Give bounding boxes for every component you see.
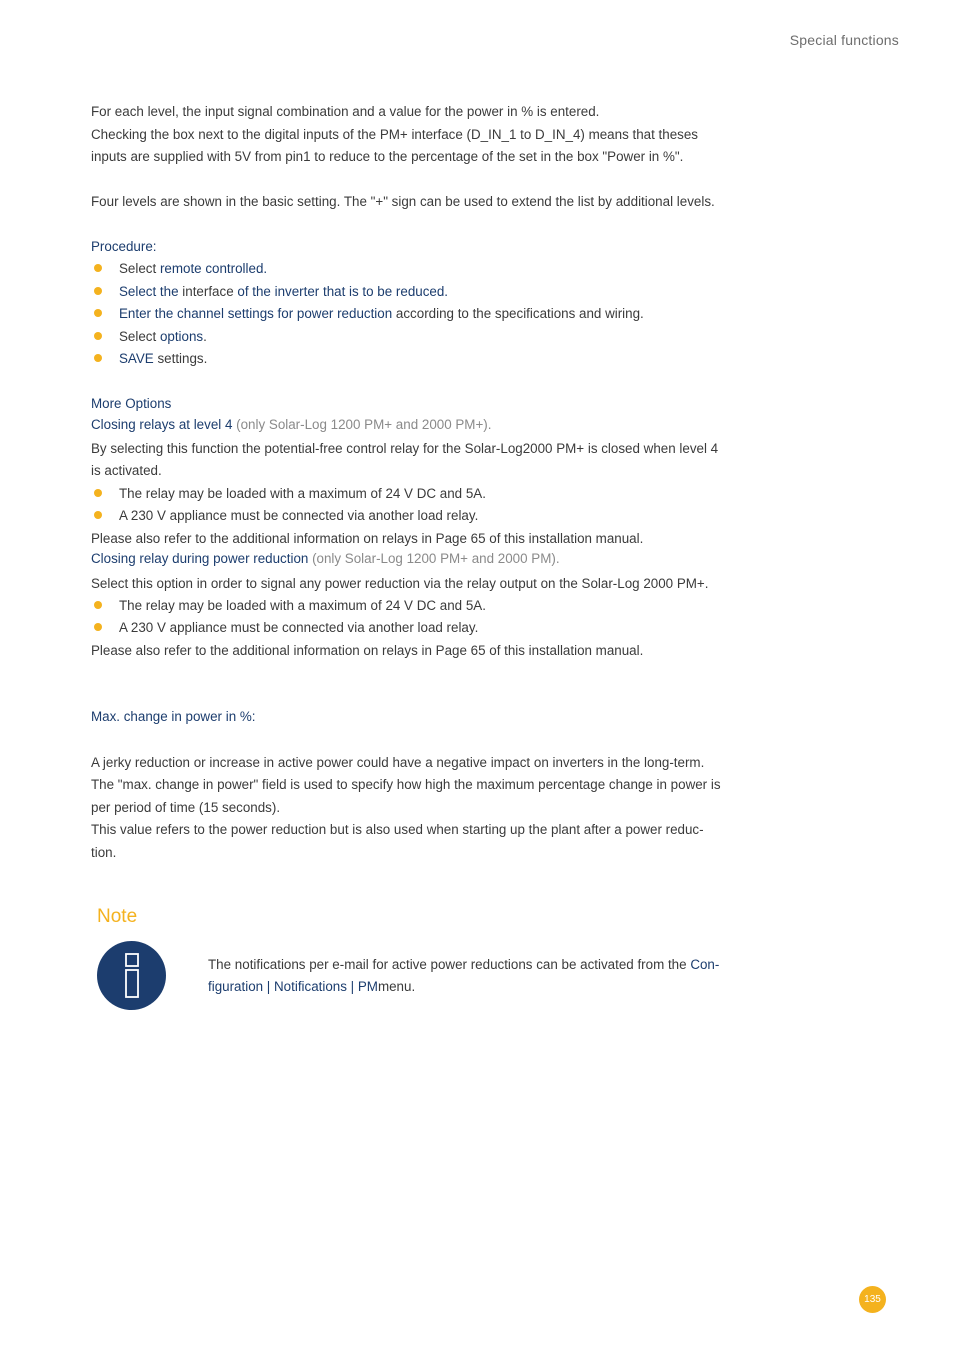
relay-reduction-reference: Please also refer to the additional information on relays in Page 65 of this installation manual. xyxy=(91,643,644,658)
running-header: Special functions xyxy=(789,32,899,48)
bullet-icon xyxy=(94,264,102,272)
max-change-line-3: per period of time (15 seconds). xyxy=(91,800,281,815)
intro-line-1: For each level, the input signal combination and a value for the power in % is entered. xyxy=(91,104,600,119)
relay-reduction-title: Closing relay during power reduction (only Solar-Log 1200 PM+ and 2000 PM). xyxy=(91,551,560,566)
intro-line-4: Four levels are shown in the basic setting. The "+" sign can be used to extend the list by additional levels. xyxy=(91,194,715,209)
max-change-heading: Max. change in power in %: xyxy=(91,709,256,724)
procedure-heading: Procedure: xyxy=(91,239,157,254)
intro-line-3: inputs are supplied with 5V from pin1 to reduce to the percentage of the set in the box "Power in %". xyxy=(91,149,684,164)
relay-level4-reference: Please also refer to the additional information on relays in Page 65 of this installation manual. xyxy=(91,531,644,546)
bullet-icon xyxy=(94,332,102,340)
relay-level4-title: Closing relays at level 4 (only Solar-Log 1200 PM+ and 2000 PM+). xyxy=(91,417,492,432)
note-text-line-2: figuration | Notifications | PMmenu. xyxy=(208,979,416,994)
relay-reduction-desc-1: Select this option in order to signal any power reduction via the relay output on the Solar-Log 2000 PM+. xyxy=(91,576,709,591)
relay-reduction-bullet-2: A 230 V appliance must be connected via another load relay. xyxy=(119,620,479,635)
bullet-icon xyxy=(94,354,102,362)
relay-level4-bullet-1: The relay may be loaded with a maximum of 24 V DC and 5A. xyxy=(119,486,486,501)
bullet-icon xyxy=(94,623,102,631)
procedure-step-4: Select options. xyxy=(119,329,207,344)
max-change-line-2: The "max. change in power" field is used to specify how high the maximum percentage change in power is xyxy=(91,777,721,792)
bullet-icon xyxy=(94,601,102,609)
max-change-line-5: tion. xyxy=(91,845,117,860)
procedure-step-1: Select remote controlled. xyxy=(119,261,268,276)
bullet-icon xyxy=(94,511,102,519)
intro-line-2: Checking the box next to the digital inputs of the PM+ interface (D_IN_1 to D_IN_4) means that theses xyxy=(91,127,699,142)
note-text-line-1: The notifications per e-mail for active power reductions can be activated from the Con- xyxy=(208,957,720,972)
procedure-step-2: Select the interface of the inverter that is to be reduced. xyxy=(119,284,449,299)
page-number-badge: 135 xyxy=(859,1286,886,1313)
bullet-icon xyxy=(94,287,102,295)
relay-level4-desc-1: By selecting this function the potential-free control relay for the Solar-Log2000 PM+ is closed when level 4 xyxy=(91,441,719,456)
max-change-line-1: A jerky reduction or increase in active power could have a negative impact on inverters in the long-term. xyxy=(91,755,705,770)
relay-reduction-bullet-1: The relay may be loaded with a maximum of 24 V DC and 5A. xyxy=(119,598,486,613)
relay-level4-bullet-2: A 230 V appliance must be connected via another load relay. xyxy=(119,508,479,523)
max-change-line-4: This value refers to the power reduction but is also used when starting up the plant after a power reduc- xyxy=(91,822,704,837)
bullet-icon xyxy=(94,489,102,497)
more-options-heading: More Options xyxy=(91,396,172,411)
note-title: Note xyxy=(97,906,138,927)
info-icon xyxy=(97,941,166,1010)
bullet-icon xyxy=(94,309,102,317)
procedure-step-3: Enter the channel settings for power reduction according to the specifications and wiring. xyxy=(119,306,644,321)
procedure-step-5: SAVE settings. xyxy=(119,351,208,366)
relay-level4-desc-2: is activated. xyxy=(91,463,162,478)
